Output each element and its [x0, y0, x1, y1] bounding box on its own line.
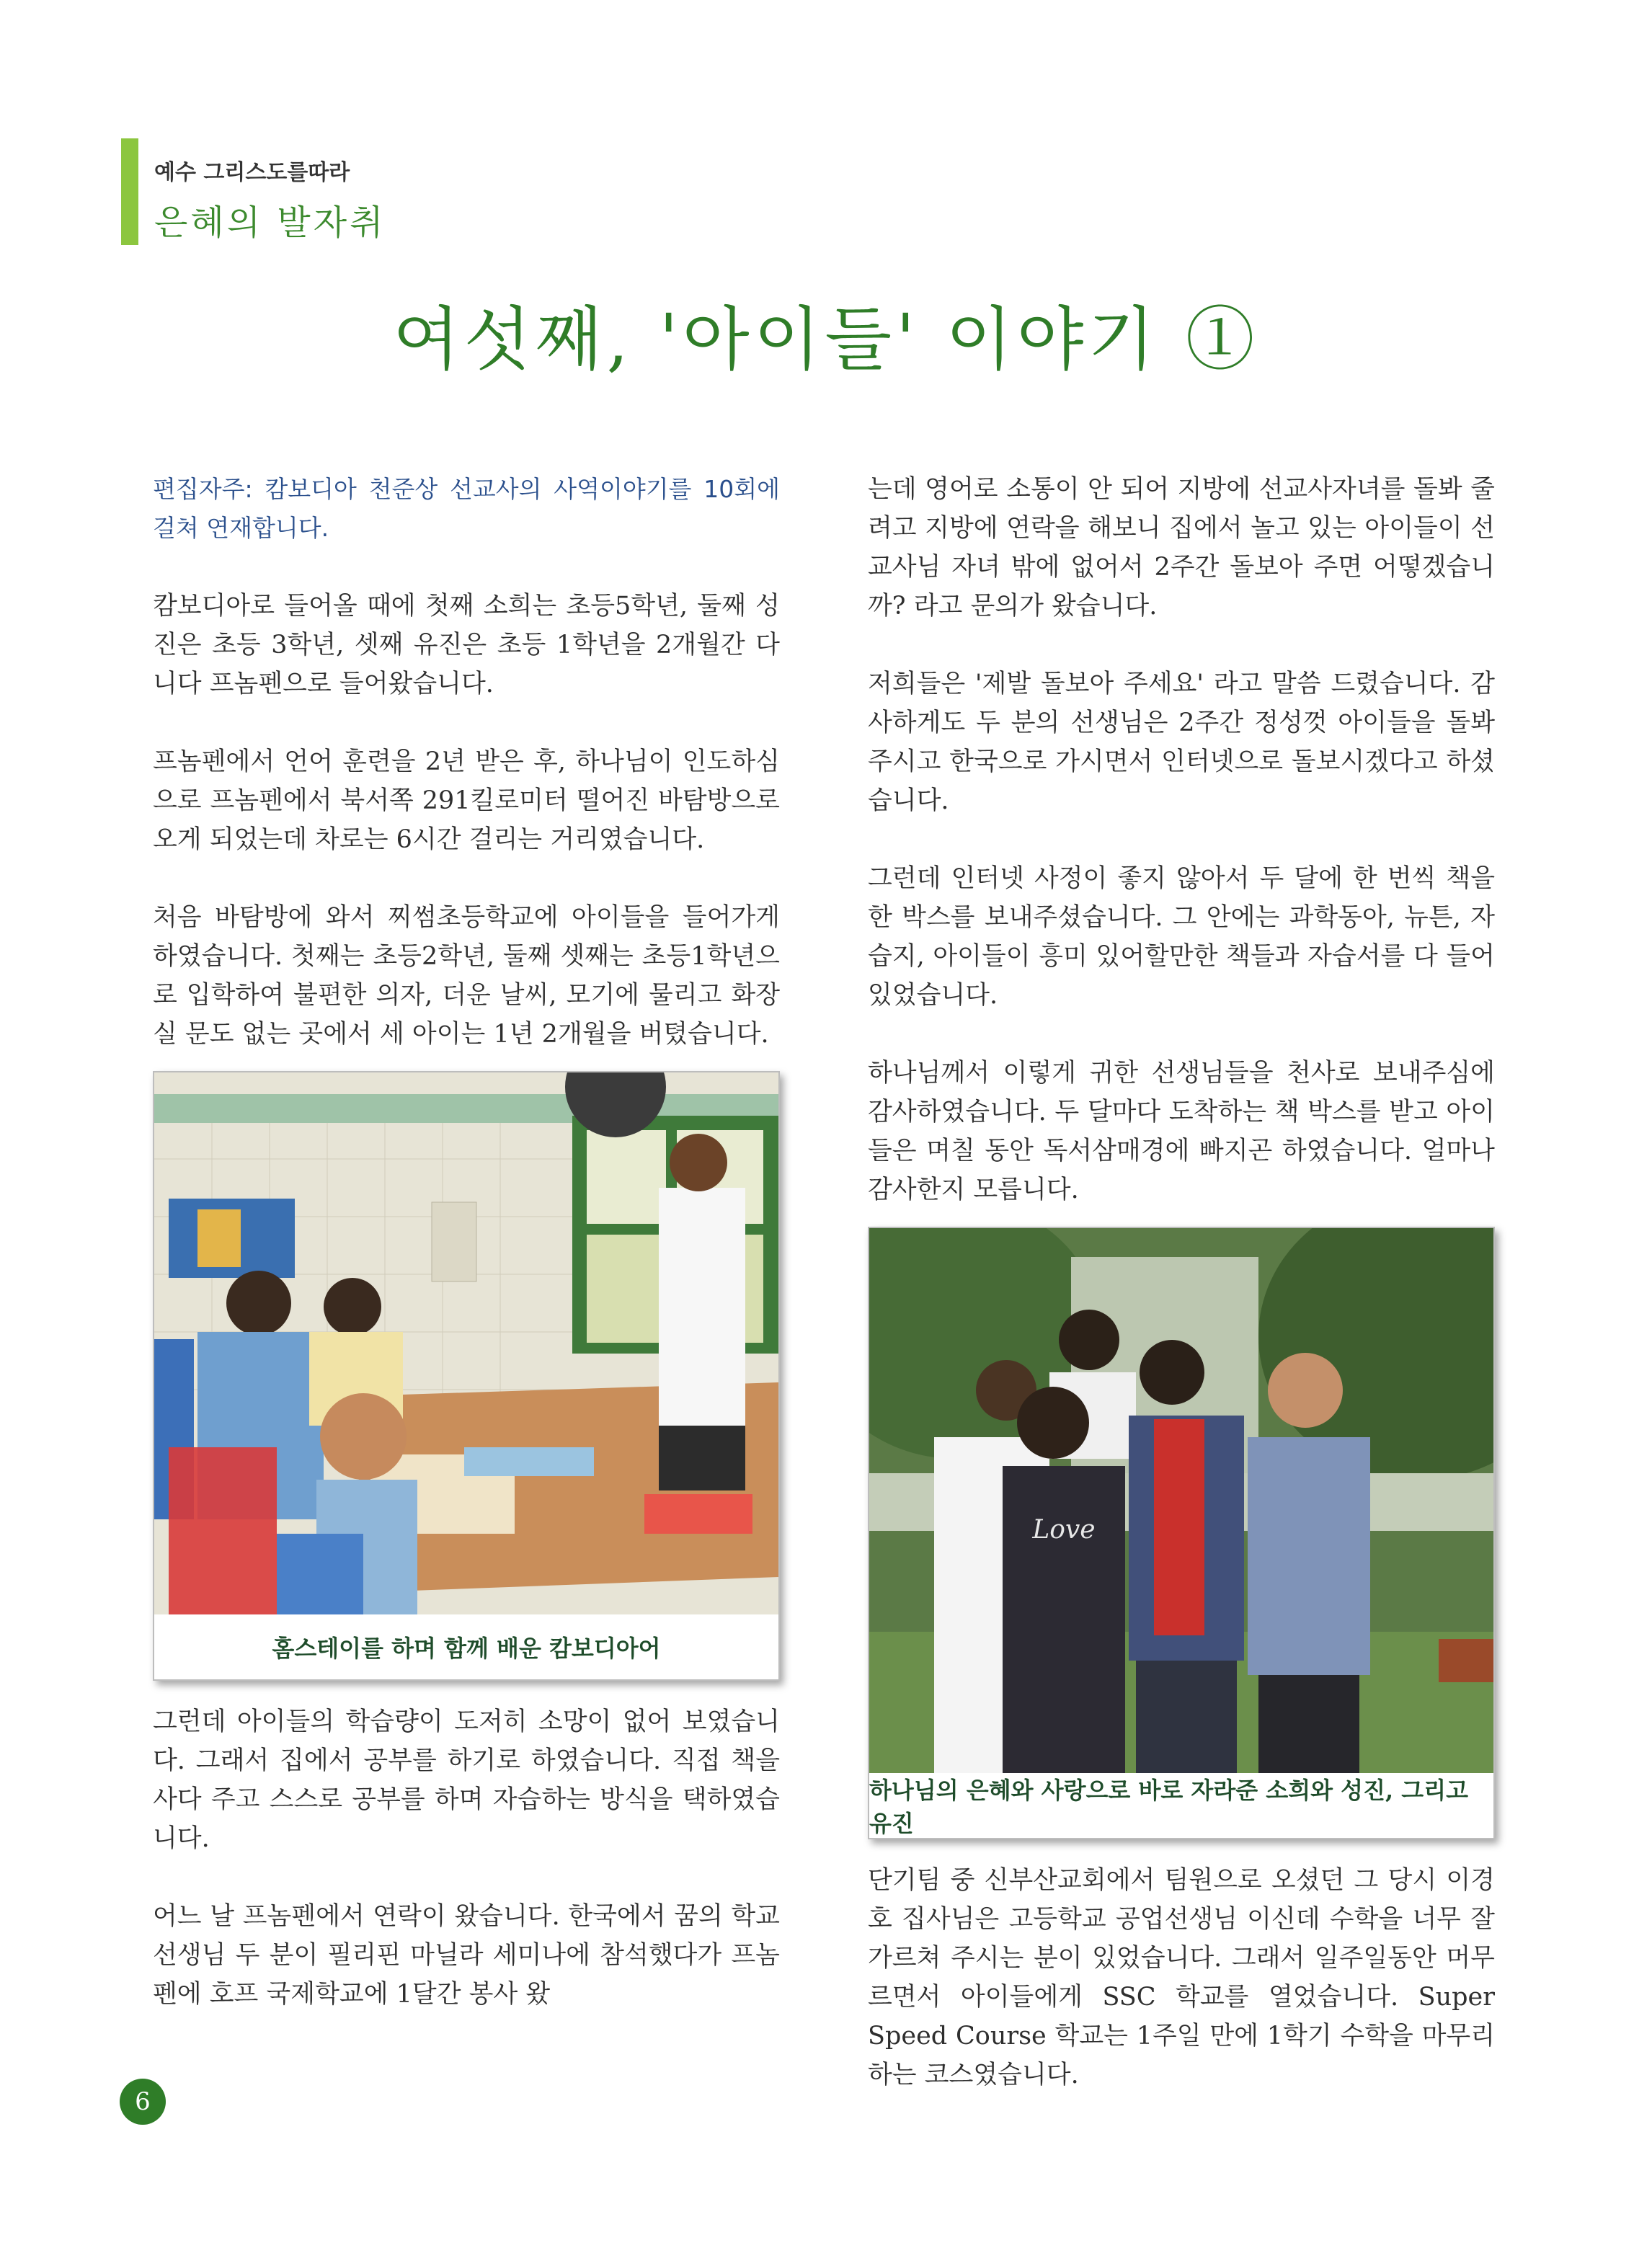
paragraph: 단기팀 중 신부산교회에서 팀원으로 오셨던 그 당시 이경호 집사님은 고등학교 공업선생님 이신데 수학을 너무 잘 가르쳐 주시는 분이 있었습니다. 그래서 일주일동안 머무르면서 아이들에게 SSC 학교를 열었습니다. Super Speed Course 학교는 1주일 만에 1학기 수학을 마무리 하는 코스였습니다. — [868, 1866, 1495, 2089]
series-kicker: 예수 그리스도를따라 — [154, 160, 350, 185]
classroom-scene-illustration — [154, 1072, 778, 1614]
left-column — [153, 470, 780, 2014]
paragraph: 그런데 아이들의 학습량이 도저히 소망이 없어 보였습니다. 그래서 집에서 공부를 하기로 하였습니다. 직접 책을 사다 주고 스스로 공부를 하며 자습하는 방식을 택하였습니다. — [153, 1707, 780, 1853]
paragraph: 처음 바탐방에 와서 찌썸초등학교에 아이들을 들어가게 하였습니다. 첫째는 초등2학년, 둘째 셋째는 초등1학년으로 입학하여 불편한 의자, 더운 날씨, 모기에 물리고 화장실 문도 없는 곳에서 세 아이는 1년 2개월을 버텼습니다. — [153, 903, 780, 1049]
series-title: 은혜의 발자취 — [154, 203, 386, 243]
article-title: 여섯째, '아이들' 이야기 ① — [393, 299, 1259, 380]
photo-homestay — [154, 1072, 778, 1614]
family-portrait-illustration — [869, 1228, 1493, 1773]
paragraph: 하나님께서 이렇게 귀한 선생님들을 천사로 보내주심에 감사하였습니다. 두 달마다 도착하는 책 박스를 받고 아이들은 며칠 동안 독서삼매경에 빠지곤 하였습니다. 얼마나 감사한지 모릅니다. — [868, 1059, 1495, 1204]
shirt-love-text: Love — [1032, 1515, 1096, 1545]
page-number: 6 — [120, 2079, 166, 2125]
photo-caption: 하나님의 은혜와 사랑으로 바로 자라준 소희와 성진, 그리고 유진 — [869, 1773, 1493, 1838]
photo-family — [869, 1228, 1493, 1773]
right-column — [868, 470, 1495, 2094]
paragraph: 그런데 인터넷 사정이 좋지 않아서 두 달에 한 번씩 책을 한 박스를 보내주셨습니다. 그 안에는 과학동아, 뉴튼, 자습지, 아이들이 흥미 있어할만한 책들과 자습서를 다 들어 있었습니다. — [868, 864, 1495, 1010]
paragraph: 저희들은 '제발 돌보아 주세요' 라고 말씀 드렸습니다. 감사하게도 두 분의 선생님은 2주간 정성껏 아이들을 돌봐주시고 한국으로 가시면서 인터넷으로 돌보시겠다고 하셨습니다. — [868, 670, 1495, 815]
paragraph: 프놈펜에서 언어 훈련을 2년 받은 후, 하나님이 인도하심으로 프놈펜에서 북서쪽 291킬로미터 떨어진 바탐방으로 오게 되었는데 차로는 6시간 걸리는 거리였습니다. — [153, 747, 780, 854]
photo-figure-homestay — [153, 1071, 780, 1681]
paragraph: 캄보디아로 들어올 때에 첫째 소희는 초등5학년, 둘째 성진은 초등 3학년, 셋째 유진은 초등 1학년을 2개월간 다니다 프놈펜으로 들어왔습니다. — [153, 592, 780, 698]
paragraph: 는데 영어로 소통이 안 되어 지방에 선교사자녀를 돌봐 줄려고 지방에 연락을 해보니 집에서 놀고 있는 아이들이 선교사님 자녀 밖에 없어서 2주간 돌보아 주면 어떻겠습니까? 라고 문의가 왔습니다. — [868, 475, 1495, 621]
paragraph: 어느 날 프놈펜에서 연락이 왔습니다. 한국에서 꿈의 학교 선생님 두 분이 필리핀 마닐라 세미나에 참석했다가 프놈펜에 호프 국제학교에 1달간 봉사 왔 — [153, 1902, 780, 2009]
photo-caption: 홈스테이를 하며 함께 배운 캄보디아어 — [154, 1614, 778, 1679]
photo-figure-family — [868, 1227, 1495, 1839]
section-accent-bar — [121, 138, 138, 245]
editor-note: 편집자주: 캄보디아 천준상 선교사의 사역이야기를 10회에 걸쳐 연재합니다. — [153, 475, 780, 542]
